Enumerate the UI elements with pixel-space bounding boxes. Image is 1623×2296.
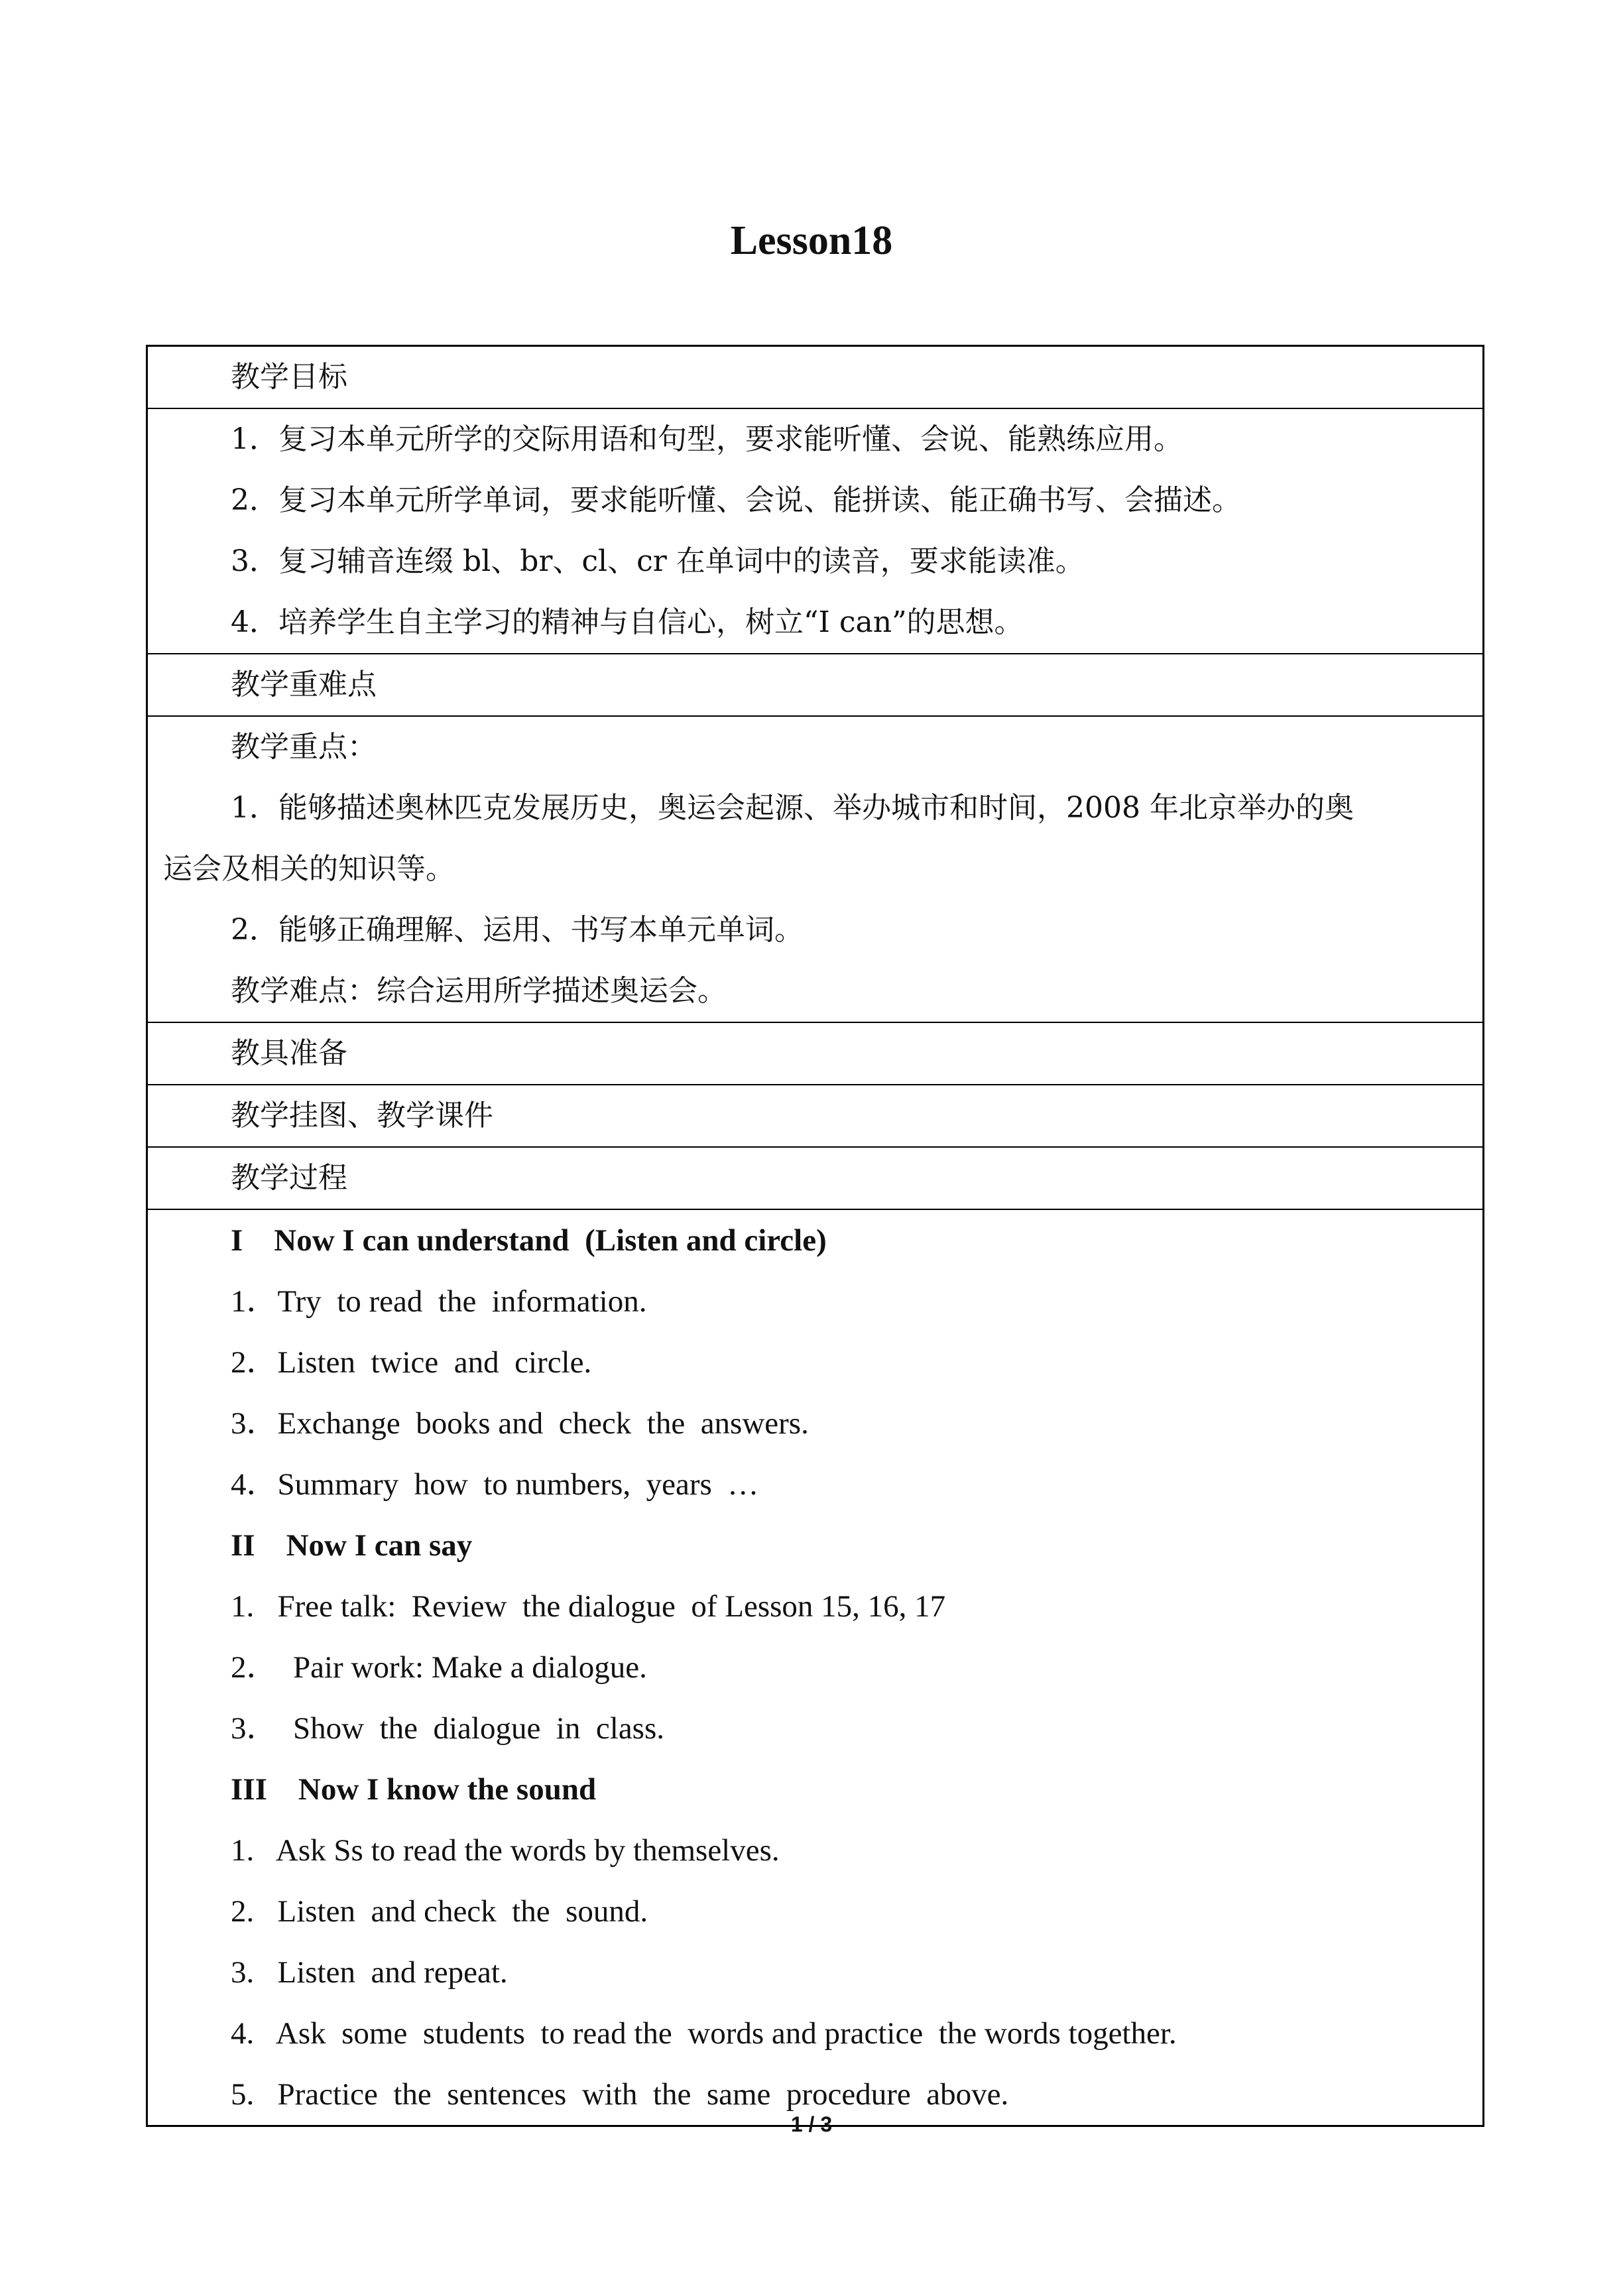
objective-item: 2．复习本单元所学单词，要求能听懂、会说、能拼读、能正确书写、会描述。 bbox=[231, 483, 1241, 517]
page-title: Lesson18 bbox=[730, 218, 893, 263]
part2-heading: II Now I can say bbox=[231, 1528, 473, 1563]
keypoints-row bbox=[148, 715, 1482, 1022]
objective-item: 1．复习本单元所学的交际用语和句型，要求能听懂、会说、能熟练应用。 bbox=[231, 422, 1183, 456]
objectives-header: 教学目标 bbox=[231, 360, 347, 394]
part3-item: 1. Ask Ss to read the words by themselves. bbox=[231, 1833, 780, 1868]
materials-row bbox=[148, 1084, 1482, 1146]
difficulty-text: 教学难点：综合运用所学描述奥运会。 bbox=[231, 974, 727, 1008]
process-header-row bbox=[148, 1146, 1482, 1209]
part1-item: 4．Summary how to numbers, years … bbox=[231, 1467, 759, 1502]
process-row bbox=[148, 1209, 1482, 2125]
keypoint-item-2: 2．能够正确理解、运用、书写本单元单词。 bbox=[231, 913, 804, 947]
objectives-header-row bbox=[148, 347, 1482, 408]
part2-item: 1. Free talk: Review the dialogue of Lesson 15, 16, 17 bbox=[231, 1589, 946, 1624]
keypoint-item-1-line-1: 1．能够描述奥林匹克发展历史，奥运会起源、举办城市和时间，2008 年北京举办的奥 bbox=[231, 791, 1354, 825]
part3-item: 5. Practice the sentences with the same procedure above. bbox=[231, 2077, 1009, 2112]
part3-item: 4. Ask some students to read the words and practice the words together. bbox=[231, 2016, 1177, 2051]
process-header: 教学过程 bbox=[231, 1161, 347, 1195]
materials-header-row bbox=[148, 1022, 1482, 1084]
part2-item: 3． Show the dialogue in class. bbox=[231, 1711, 665, 1746]
materials-header: 教具准备 bbox=[231, 1036, 347, 1070]
focus-label: 教学重点： bbox=[231, 730, 377, 764]
keypoint-item-1-line-2: 运会及相关的知识等。 bbox=[163, 852, 455, 886]
objectives-row bbox=[148, 408, 1482, 653]
part2-item: 2． Pair work: Make a dialogue. bbox=[231, 1650, 647, 1685]
materials-text: 教学挂图、教学课件 bbox=[231, 1099, 493, 1132]
part3-item: 3. Listen and repeat. bbox=[231, 1955, 508, 1990]
page-number: 1 / 3 bbox=[790, 2112, 833, 2136]
keypoints-header: 教学重难点 bbox=[231, 668, 377, 701]
part1-item: 2．Listen twice and circle. bbox=[231, 1345, 592, 1380]
part3-heading: III Now I know the sound bbox=[231, 1772, 597, 1807]
keypoints-header-row bbox=[148, 653, 1482, 715]
part1-item: 1．Try to read the information. bbox=[231, 1284, 647, 1319]
part3-item: 2. Listen and check the sound. bbox=[231, 1894, 648, 1929]
objective-item: 3．复习辅音连缀 bl、br、cl、cr 在单词中的读音，要求能读准。 bbox=[231, 544, 1085, 578]
objective-item: 4．培养学生自主学习的精神与自信心，树立“I can”的思想。 bbox=[231, 605, 1024, 639]
part1-item: 3．Exchange books and check the answers. bbox=[231, 1406, 809, 1441]
lesson-plan-table bbox=[146, 345, 1484, 2127]
part1-heading: I Now I can understand (Listen and circle) bbox=[231, 1223, 827, 1258]
